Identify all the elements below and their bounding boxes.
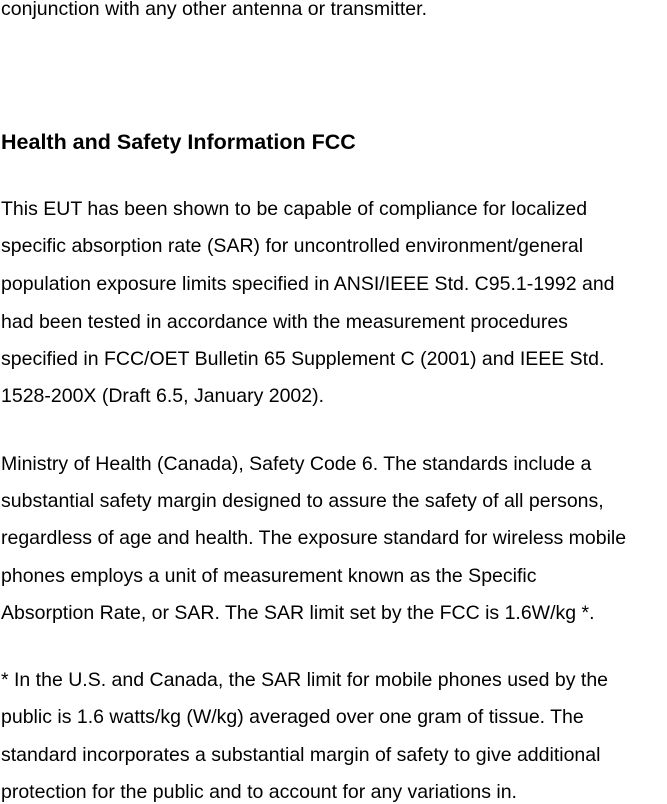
paragraph-line: specified in FCC/OET Bulletin 65 Supplement C (2001) and IEEE Std. bbox=[1, 348, 605, 370]
paragraph-line: public is 1.6 watts/kg (W/kg) averaged over one gram of tissue. The bbox=[1, 706, 584, 728]
paragraph-line: had been tested in accordance with the measurement procedures bbox=[1, 311, 568, 333]
paragraph-line: standard incorporates a substantial margin of safety to give additional bbox=[1, 744, 601, 766]
paragraph-line: specific absorption rate (SAR) for uncontrolled environment/general bbox=[1, 235, 584, 257]
paragraph-line: population exposure limits specified in ANSI/IEEE Std. C95.1-1992 and bbox=[1, 273, 615, 295]
intro-line: conjunction with any other antenna or transmitter. bbox=[1, 0, 427, 20]
section-heading: Health and Safety Information FCC bbox=[1, 130, 356, 154]
paragraph-line: This EUT has been shown to be capable of compliance for localized bbox=[1, 198, 588, 220]
paragraph-line: phones employs a unit of measurement known as the Specific bbox=[1, 565, 537, 587]
paragraph-line: substantial safety margin designed to assure the safety of all persons, bbox=[1, 490, 604, 512]
paragraph-line: protection for the public and to account for any variations in. bbox=[1, 781, 517, 803]
paragraph-line: * In the U.S. and Canada, the SAR limit for mobile phones used by the bbox=[1, 669, 609, 691]
paragraph-line: regardless of age and health. The exposure standard for wireless mobile bbox=[1, 527, 627, 549]
paragraph-line: Ministry of Health (Canada), Safety Code 6. The standards include a bbox=[1, 453, 592, 475]
paragraph-line: Absorption Rate, or SAR. The SAR limit set by the FCC is 1.6W/kg *. bbox=[1, 602, 595, 624]
paragraph-line: 1528-200X (Draft 6.5, January 2002). bbox=[1, 385, 325, 407]
